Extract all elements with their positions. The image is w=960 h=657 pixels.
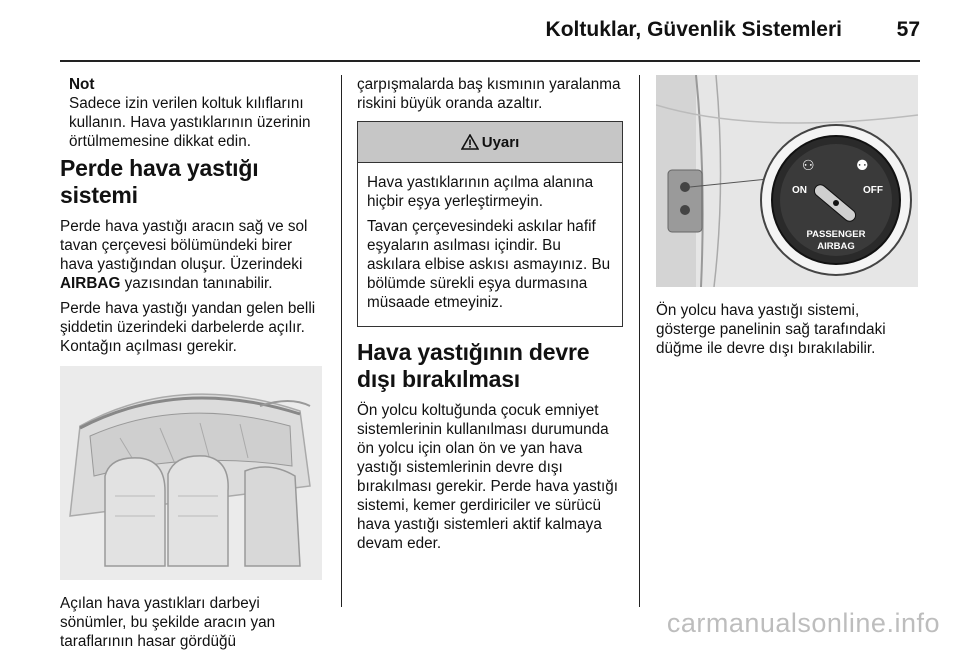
- watermark: carmanualsonline.info: [666, 608, 940, 638]
- column-3: [656, 75, 918, 364]
- page-header-title: Koltuklar, Güvenlik Sistemleri: [545, 18, 842, 41]
- note-box: [69, 75, 328, 151]
- column-divider-2: [639, 75, 640, 607]
- warning-box: [357, 121, 623, 327]
- curtain-airbag-illustration: [60, 366, 322, 580]
- column-2: [357, 75, 623, 559]
- note-label: Not: [69, 76, 95, 93]
- paragraph: [60, 217, 328, 293]
- section-heading-airbag-deactivation: Hava yastığının devre dışı bırakılması: [357, 339, 590, 392]
- switch-passenger-label: PASSENGER: [806, 229, 866, 240]
- paragraph: Perde hava yastığı yandan gelen belli şiddetin üzerindeki darbelerde açılır. Kontağın açılması gerekir.: [60, 300, 316, 355]
- warning-icon: [461, 134, 479, 150]
- airbag-on-icon: ⚇: [802, 158, 815, 174]
- warning-title: Uyarı: [481, 133, 520, 151]
- car-interior-airbag-image: [60, 366, 322, 580]
- page-number: 57: [896, 18, 920, 41]
- passenger-airbag-switch-image: [656, 75, 918, 287]
- header-rule: [60, 60, 920, 62]
- airbag-switch-illustration: [656, 75, 918, 287]
- warning-header: [358, 122, 622, 163]
- text-span: yazısından tanınabilir.: [120, 275, 273, 292]
- column-1: [60, 75, 328, 657]
- note-text: Sadece izin verilen koltuk kılıflarını kullanın. Hava yastıklarının üzerinin örtülmemesine dikkat edin.: [69, 95, 311, 150]
- paragraph: Ön yolcu koltuğunda çocuk emniyet sistemlerinin kullanılması durumunda ön yolcu için olan ön ve yan hava yastığı sistemlerinin devre dışı bırakılması gerekir. Perde hava yastığı sistemi, kemer gerdiriciler ve sürücü hava yastığı sistemleri aktif kalmaya devam eder.: [357, 402, 619, 552]
- airbag-label: AIRBAG: [60, 275, 121, 292]
- figure-caption: Ön yolcu hava yastığı sistemi, gösterge panelinin sağ tarafındaki düğme ile devre dışı bırakılabilir.: [656, 302, 886, 357]
- warning-paragraph: Tavan çerçevesindeki askılar hafif eşyaların asılması içindir. Bu askılara elbise askısı asmayınız. Bu bölümde sürekli eşya durmasına müsaade etmeyiniz.: [367, 218, 611, 311]
- paragraph: çarpışmalarda baş kısmının yaralanma riskini büyük oranda azaltır.: [357, 76, 621, 112]
- airbag-off-icon: ⚉: [856, 158, 869, 174]
- warning-paragraph: Hava yastıklarının açılma alanına hiçbir eşya yerleştirmeyin.: [367, 174, 594, 210]
- switch-on-label: ON: [792, 185, 807, 196]
- figure-caption: Açılan hava yastıkları darbeyi sönümler, bu şekilde aracın yan taraflarının hasar gördüğü: [60, 595, 276, 650]
- warning-body: [358, 163, 622, 326]
- text-span: Perde hava yastığı aracın sağ ve sol tavan çerçevesi bölümündeki birer hava yastığından oluşur. Üzerindeki: [60, 218, 308, 273]
- column-divider-1: [341, 75, 342, 607]
- switch-airbag-label: AIRBAG: [817, 241, 855, 252]
- section-heading-curtain-airbag: Perde hava yastığı sistemi: [60, 155, 259, 208]
- switch-off-label: OFF: [863, 185, 883, 196]
